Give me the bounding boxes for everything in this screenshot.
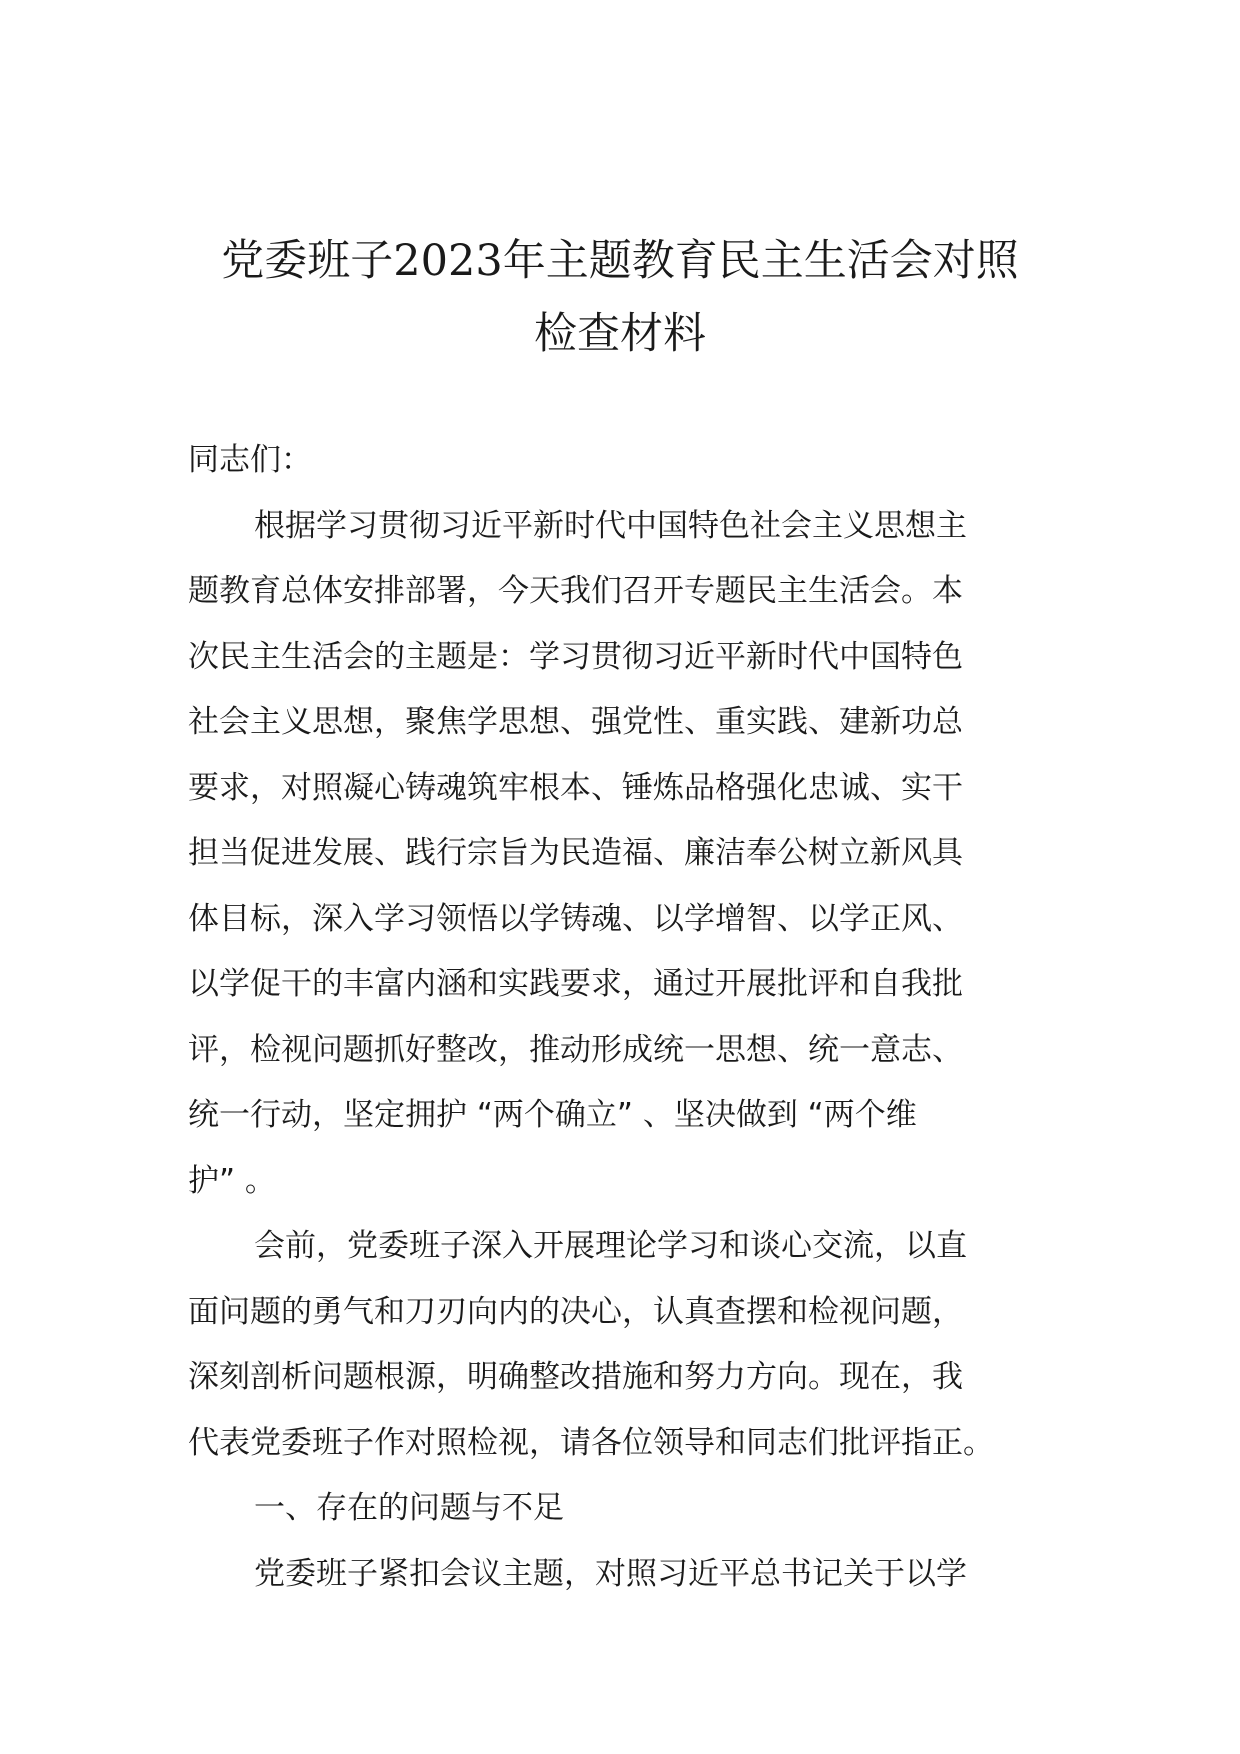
section-heading: 一、存在的问题与不足 [254, 1490, 564, 1526]
paragraph-line: 深刻剖析问题根源，明确整改措施和努力方向。现在，我 [188, 1359, 963, 1395]
title-line-2: 检查材料 [534, 309, 706, 359]
salutation: 同志们： [188, 442, 312, 478]
paragraph-line: 根据学习贯彻习近平新时代中国特色社会主义思想主 [254, 507, 967, 544]
paragraph-line: 担当促进发展、践行宗旨为民造福、廉洁奉公树立新风具 [188, 835, 963, 871]
paragraph-line: 要求，对照凝心铸魂筑牢根本、锤炼品格强化忠诚、实干 [188, 769, 963, 806]
paragraph-line: 面问题的勇气和刀刃向内的决心，认真查摆和检视问题， [188, 1293, 963, 1330]
paragraph-line: 社会主义思想，聚焦学思想、强党性、重实践、建新功总 [188, 704, 963, 740]
paragraph-line: 会前，党委班子深入开展理论学习和谈心交流，以直 [254, 1228, 967, 1264]
paragraph-line: 体目标，深入学习领悟以学铸魂、以学增智、以学正风、 [188, 900, 963, 937]
paragraph-2 [188, 1214, 1052, 1476]
paragraph-line: 代表党委班子作对照检视，请各位领导和同志们批评指正。 [188, 1424, 994, 1461]
paragraph-line: 评，检视问题抓好整改，推动形成统一思想、统一意志、 [188, 1031, 963, 1068]
paragraph-1 [188, 494, 1052, 1215]
document-body [188, 428, 1052, 1607]
paragraph-line: 次民主生活会的主题是：学习贯彻习近平新时代中国特色 [188, 638, 963, 675]
paragraph-3 [188, 1542, 1052, 1608]
title-line-1: 党委班子2023年主题教育民主生活会对照 [221, 236, 1019, 286]
document-title [150, 225, 1090, 371]
paragraph-line: 党委班子紧扣会议主题，对照习近平总书记关于以学 [254, 1555, 967, 1592]
paragraph-line: 护” 。 [188, 1162, 276, 1199]
paragraph-line: 题教育总体安排部署，今天我们召开专题民主生活会。本 [188, 573, 963, 609]
paragraph-line: 以学促干的丰富内涵和实践要求，通过开展批评和自我批 [188, 966, 963, 1002]
paragraph-line: 统一行动，坚定拥护 “两个确立” 、坚决做到 “两个维 [188, 1097, 917, 1133]
